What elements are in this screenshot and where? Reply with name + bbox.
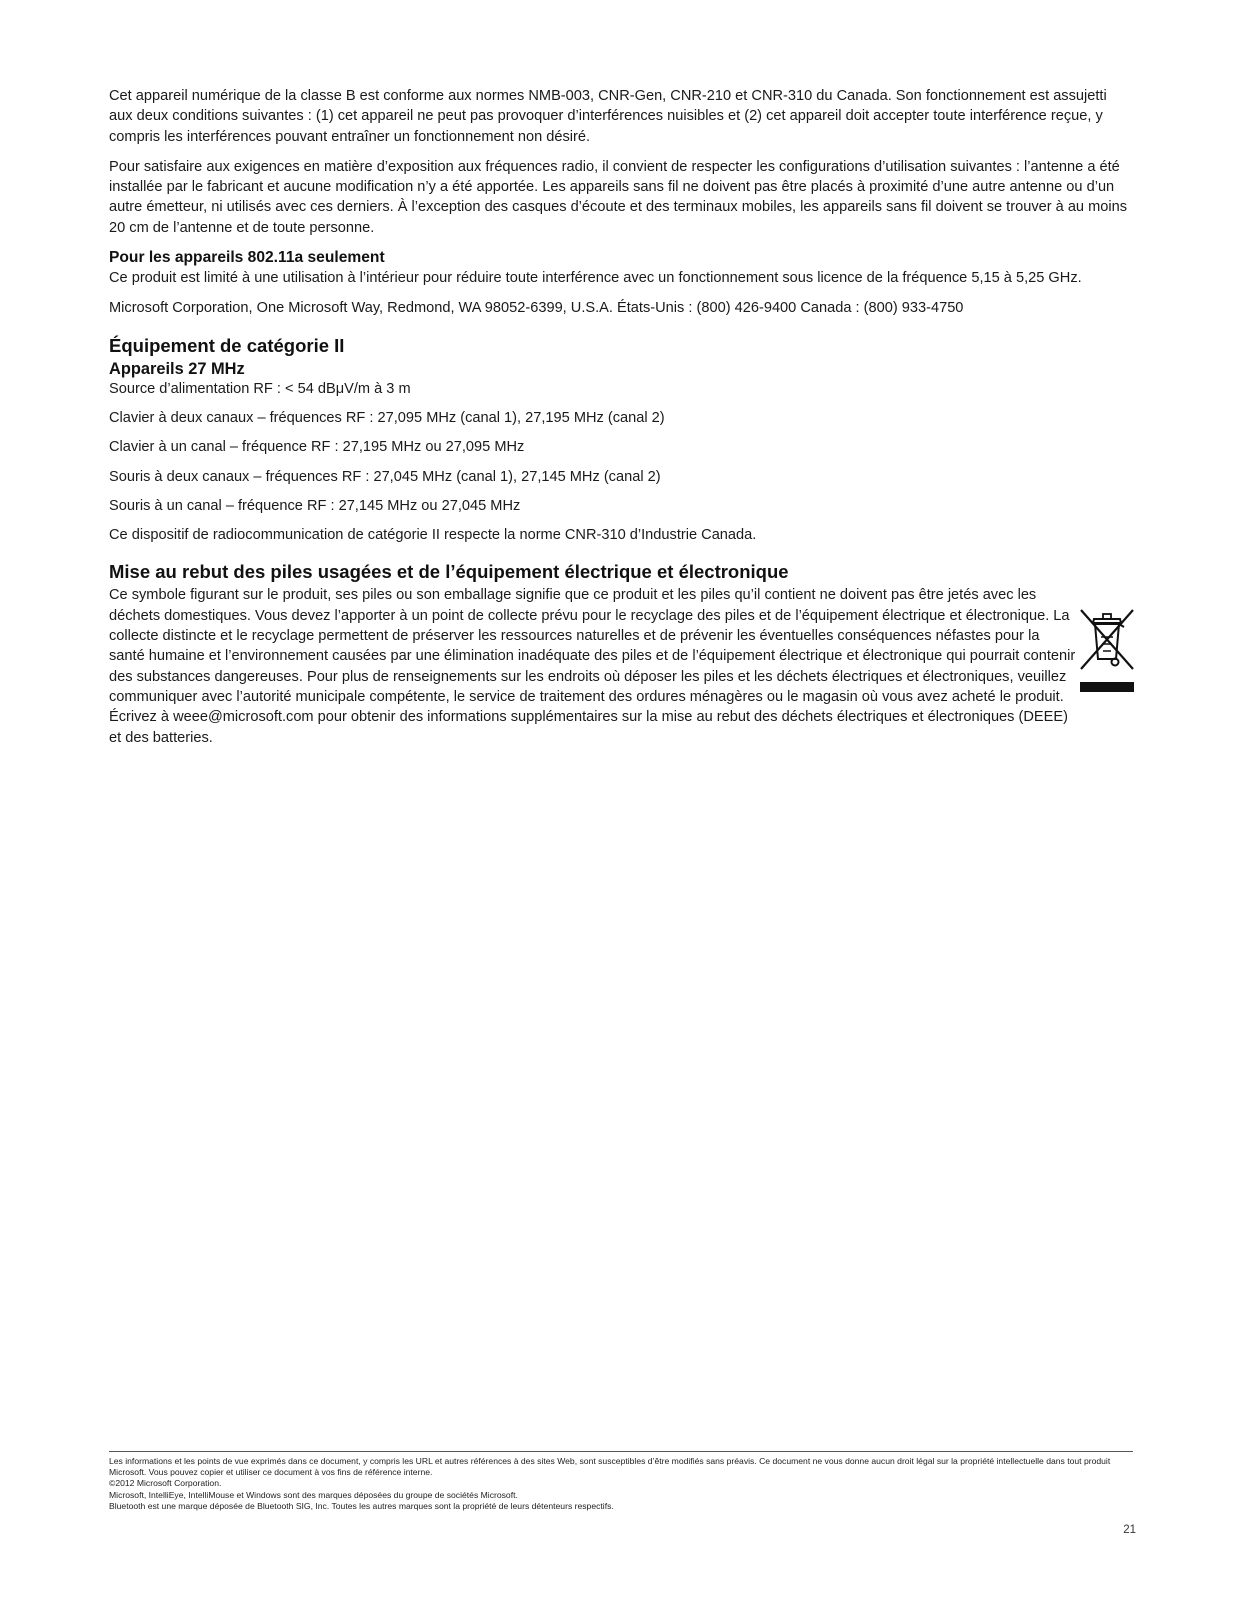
section-80211a-body: Ce produit est limité à une utilisation à l’intérieur pour réduire toute interférence avec un fonctionnement sous licence de la fréquence 5,15 à 5,25 GHz. — [109, 270, 1082, 287]
weee-body: Ce symbole figurant sur le produit, ses piles ou son emballage signifie que ce produit et les piles qu’il contient ne doivent pas être jetés avec les déchets domestiques. Vous devez l’apporter à un point de collecte prévu pour le recyclage des piles et de l’équipement électrique et électronique. La collecte distincte et le recyclage permettent de préserver les ressources naturelles et de prévenir les éventuelles conséquences néfastes pour la santé humaine et l’environnement causées par une élimination inadéquate des piles et de l’équipement électrique et électronique qui pourrait contenir des substances dangereuses. Pour plus de renseignements sur les endroits où déposer les piles et les déchets électriques et électroniques, veuillez communiquer avec l’autorité municipale compétente, le service de traitement des ordures ménagères ou le magasin où vous avez acheté le produit. Écrivez à weee@microsoft.com pour obtenir des informations supplémentaires sur la mise au rebut des déchets électriques et électroniques (DEEE) et des batteries. — [109, 587, 1076, 746]
category2-heading: Équipement de catégorie II — [109, 334, 345, 356]
footer-disclaimer: Les informations et les points de vue exprimés dans ce document, y compris les URL et autres références à des sites Web, sont susceptibles d’être modifiés sans préavis. Ce document ne vous donne aucun droit légal sur la propriété intellectuelle dans tout produit Microsoft. Vous pouvez copier et utiliser ce document à vos fins de référence interne. — [109, 1456, 1111, 1478]
microsoft-contact: Microsoft Corporation, One Microsoft Way, Redmond, WA 98052-6399, U.S.A. États-Unis : (800) 426-9400 Canada : (800) 933-4750 — [109, 300, 964, 317]
category2-line: Souris à deux canaux – fréquences RF : 27,045 MHz (canal 1), 27,145 MHz (canal 2) — [109, 468, 661, 485]
category2-subheading: Appareils 27 MHz — [109, 359, 245, 378]
intro-paragraph-1: Cet appareil numérique de la classe B est conforme aux normes NMB-003, CNR-Gen, CNR-210 et CNR-310 du Canada. Son fonctionnement est assujetti aux deux conditions suivantes : (1) cet appareil ne peut pas provoquer d’interférences nuisibles et (2) cet appareil doit accepter toute interférence reçue, y compris les interférences pouvant entraîner un fonctionnement non désiré. — [109, 88, 1107, 145]
category2-line: Source d’alimentation RF : < 54 dBμV/m à 3 m — [109, 380, 411, 397]
category2-line: Souris à un canal – fréquence RF : 27,145 MHz ou 27,045 MHz — [109, 497, 521, 514]
footer-bluetooth: Bluetooth est une marque déposée de Bluetooth SIG, Inc. Toutes les autres marques sont la propriété de leurs détenteurs respectifs. — [109, 1500, 614, 1511]
weee-section — [109, 585, 1133, 747]
page-number: 21 — [1123, 1524, 1136, 1536]
category2-line: Clavier à un canal – fréquence RF : 27,195 MHz ou 27,095 MHz — [109, 439, 525, 456]
crossed-out-wheelie-bin-icon — [1077, 607, 1137, 693]
intro-paragraph-2: Pour satisfaire aux exigences en matière d’exposition aux fréquences radio, il convient de respecter les configurations d’utilisation suivantes : l’antenne a été installée par le fabricant et aucune modification n’y a été apportée. Les appareils sans fil ne doivent pas être placés à proximité d’une autre antenne ou d’un autre émetteur, ni utilisés avec ces derniers. À l’exception des casques d’écoute et des terminaux mobiles, les appareils sans fil doivent se trouver à au moins 20 cm de l’antenne et de toute personne. — [109, 158, 1128, 236]
footer-copyright: ©2012 Microsoft Corporation. — [109, 1478, 222, 1489]
legal-footer — [109, 1451, 1133, 1512]
document-body — [109, 86, 1133, 758]
weee-heading: Mise au rebut des piles usagées et de l’équipement électrique et électronique — [109, 561, 789, 583]
category2-line: Ce dispositif de radiocommunication de catégorie II respecte la norme CNR-310 d’Industrie Canada. — [109, 527, 757, 544]
category2-line: Clavier à deux canaux – fréquences RF : 27,095 MHz (canal 1), 27,195 MHz (canal 2) — [109, 409, 665, 426]
section-80211a-heading: Pour les appareils 802.11a seulement — [109, 249, 385, 267]
footer-trademarks: Microsoft, IntelliEye, IntelliMouse et Windows sont des marques déposées du groupe de sociétés Microsoft. — [109, 1489, 518, 1500]
